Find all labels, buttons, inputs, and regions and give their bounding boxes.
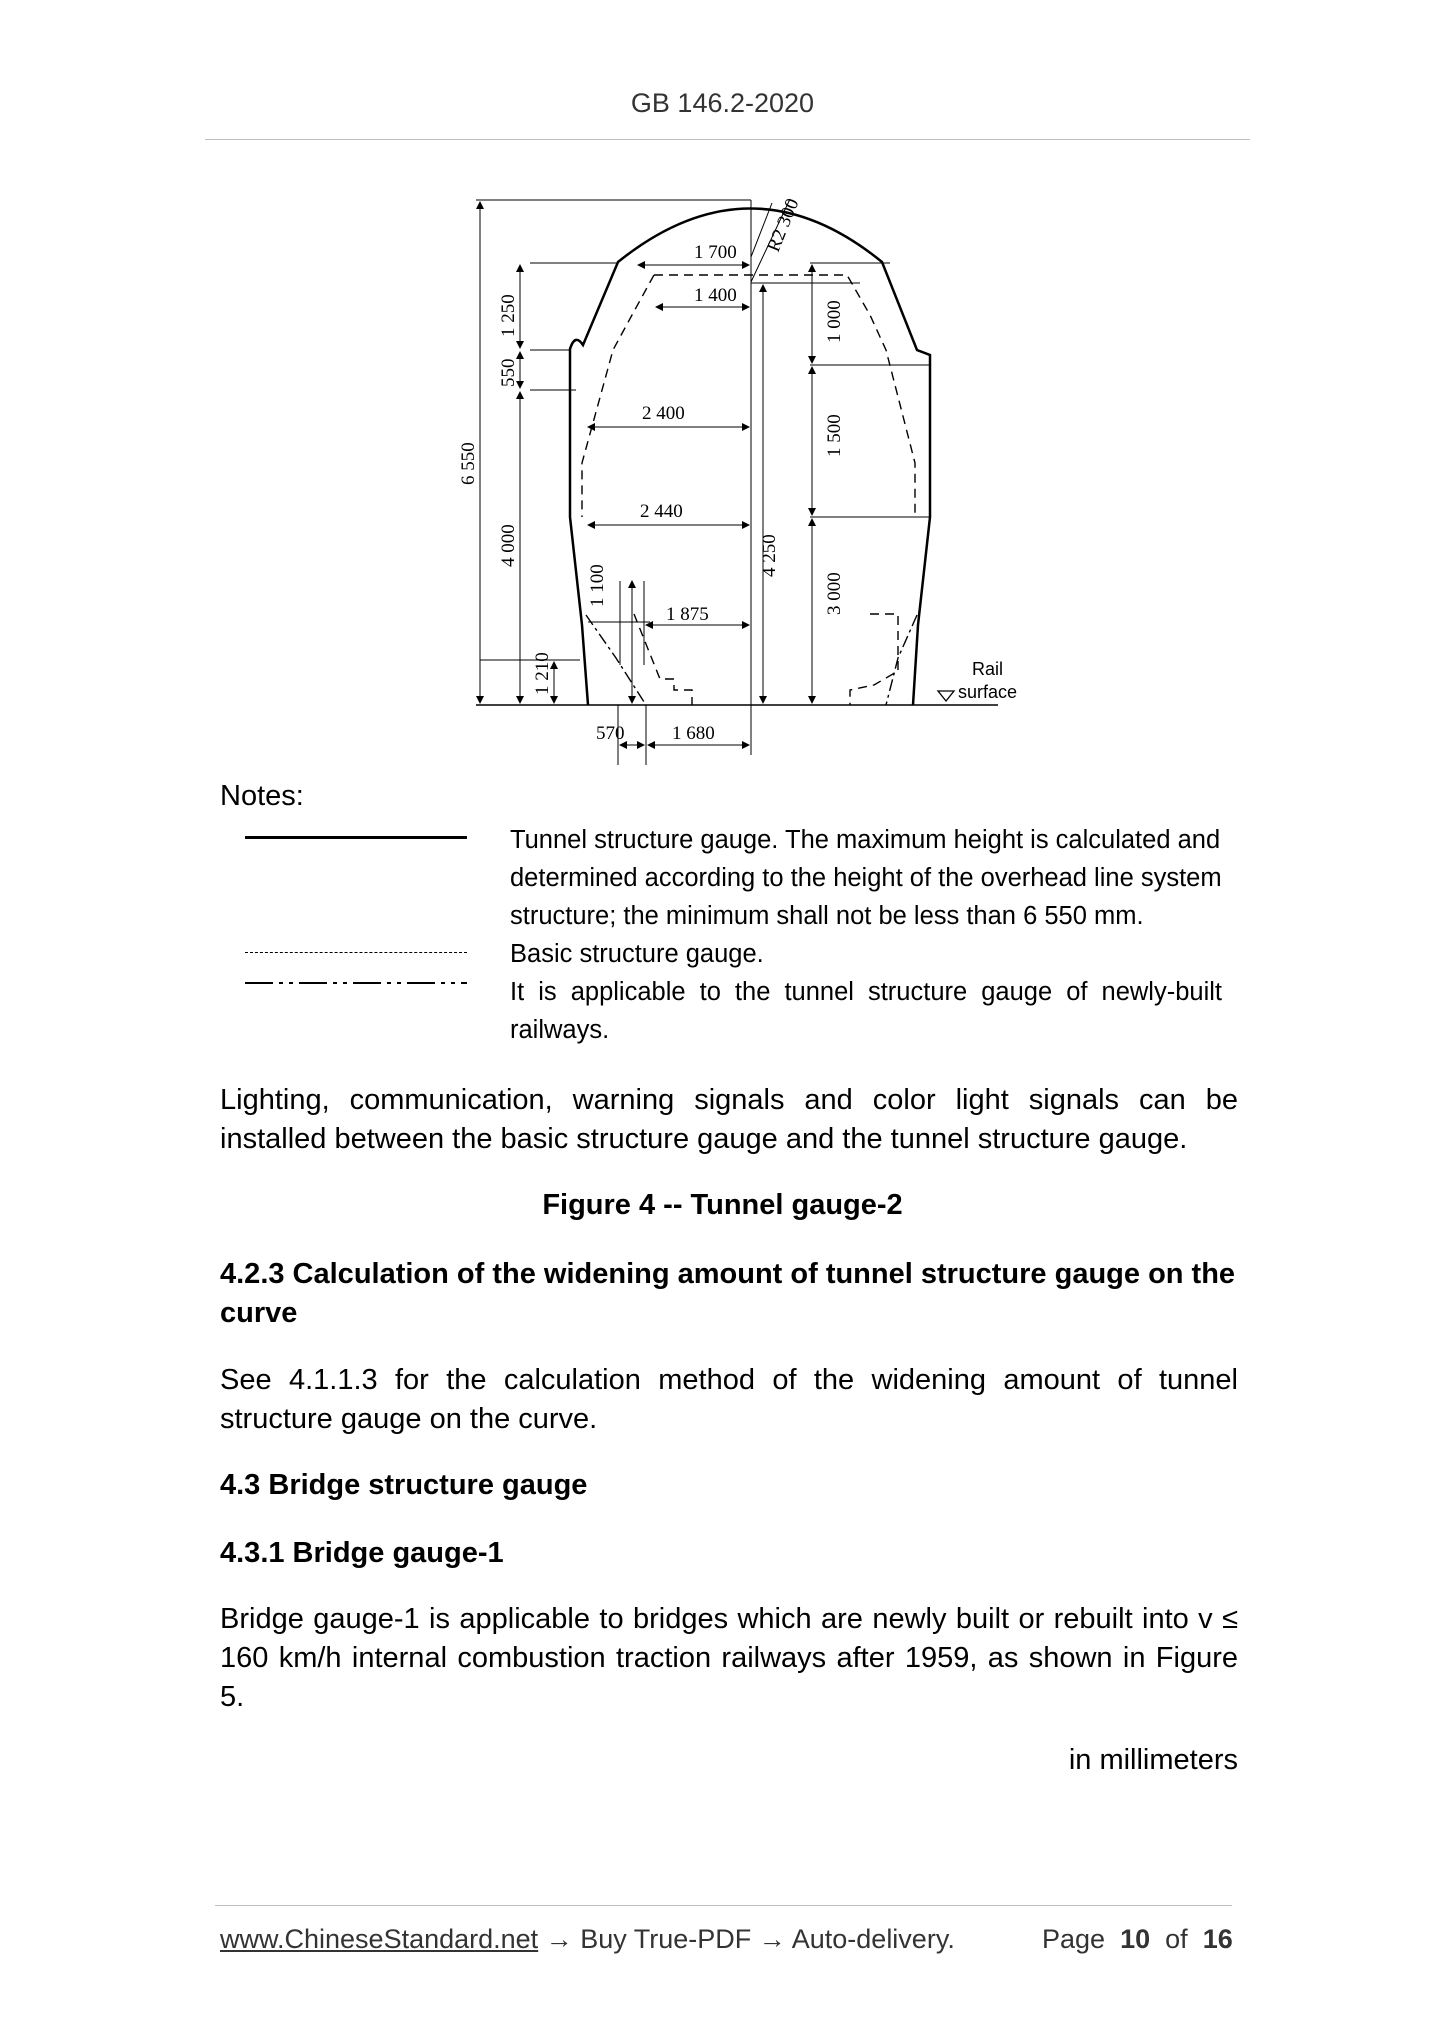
dim-1700: 1 700 [694,242,737,263]
footer-promo [220,1924,955,1955]
page-total: 16 [1202,1924,1233,1954]
dim-1500: 1 500 [824,414,845,457]
dim-r2300: R2 300 [763,195,804,255]
heading-4-3: 4.3 Bridge structure gauge [220,1469,588,1501]
dim-550: 550 [498,358,519,387]
dim-1400: 1 400 [694,285,737,306]
surface-label: surface [958,682,1018,702]
page-current: 10 [1120,1924,1151,1954]
page-word: Page [1042,1924,1106,1954]
para-4-2-3: See 4.1.1.3 for the calculation method of the widening amount of tunnel structure gauge on the curve. [220,1364,1238,1435]
dim-1680: 1 680 [672,723,715,744]
para-lighting: Lighting, communication, warning signals and color light signals can be installed between the basic structure gauge and the tunnel structure gauge. [220,1084,1238,1155]
note-new-railway: It is applicable to the tunnel structure gauge of newly-built railways. [510,978,1222,1044]
figure-caption: Figure 4 -- Tunnel gauge-2 [542,1189,903,1221]
footer-link[interactable]: www.ChineseStandard.net [220,1924,539,1954]
dim-2400: 2 400 [642,403,685,424]
note-basic-gauge: Basic structure gauge. [510,940,764,968]
note-tunnel-gauge: Tunnel structure gauge. The maximum height is calculated and determined according to the height of the overhead line system structure; the minimum shall not be less than 6 550 mm. [510,826,1222,930]
dim-1210: 1 210 [532,652,553,695]
units-note: in millimeters [1068,1744,1238,1776]
footer-tail: → Buy True-PDF → Auto-delivery. [538,1924,955,1954]
new-railway-outline [586,615,646,705]
dim-3000: 3 000 [824,572,845,615]
heading-4-2-3: 4.2.3 Calculation of the widening amount of tunnel structure gauge on the curve [220,1258,1236,1329]
header-divider [205,139,1250,140]
dim-1000: 1 000 [824,300,845,343]
legend-dashdot-line [245,980,467,986]
page-indicator [1042,1924,1233,1955]
heading-4-3-1: 4.3.1 Bridge gauge-1 [220,1537,504,1569]
dim-1250: 1 250 [498,294,519,337]
legend-solid-line [245,836,467,839]
tunnel-gauge-figure [420,195,1060,765]
page-of: of [1165,1924,1188,1954]
basic-structure-outline [654,275,915,517]
tunnel-structure-outline [570,209,930,706]
dim-570: 570 [596,723,625,744]
rail-label: Rail [972,659,1004,679]
legend-dashed-line [245,952,467,953]
dim-2440: 2 440 [640,501,683,522]
dim-1875: 1 875 [666,604,709,625]
document-header: GB 146.2-2020 [630,88,815,118]
dim-4250: 4 250 [759,534,780,577]
dim-6550: 6 550 [458,442,479,485]
dim-4000: 4 000 [498,524,519,567]
notes-title: Notes: [220,780,304,812]
para-4-3-1: Bridge gauge-1 is applicable to bridges which are newly built or rebuilt into v ≤ 160 km/h internal combustion traction railways after 1959, as shown in Figure 5. [220,1603,1238,1713]
footer-divider [215,1905,1232,1906]
dim-1100: 1 100 [587,564,608,607]
rail-surface-symbol [938,691,954,701]
